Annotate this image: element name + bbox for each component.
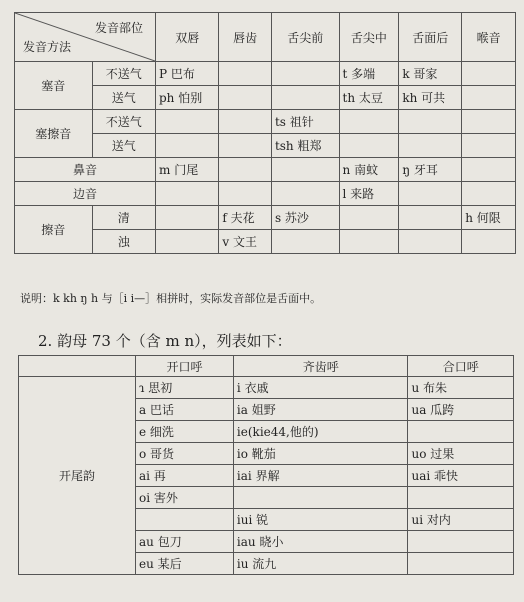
table-cell (339, 134, 399, 158)
table-row (15, 110, 516, 134)
table-row (19, 377, 514, 399)
col-header: 唇齿 (219, 13, 272, 62)
table-cell (271, 62, 339, 86)
table-cell: v 文王 (219, 230, 272, 254)
col-header: 舌面后 (399, 13, 462, 62)
table-cell (399, 206, 462, 230)
section-title: 2. 韵母 73 个（含 m n），列表如下： (38, 332, 292, 350)
table-cell (271, 230, 339, 254)
table-cell: ai 再 (136, 465, 234, 487)
table-cell (271, 182, 339, 206)
table-cell: ie(kie44,他的) (233, 421, 408, 443)
table-cell: l 来路 (339, 182, 399, 206)
table-cell (136, 509, 234, 531)
group-label: 开尾韵 (19, 377, 136, 575)
table-cell (219, 134, 272, 158)
table-cell (271, 86, 339, 110)
corner-top-label: 发音部位 (94, 21, 143, 35)
table-cell (399, 134, 462, 158)
table-cell: ŋ 牙耳 (399, 158, 462, 182)
table-cell: ɿ 思初 (136, 377, 234, 399)
table-cell (462, 230, 516, 254)
table-cell: u 布朱 (408, 377, 514, 399)
table-cell (219, 110, 272, 134)
table-note: 说明：k kh ŋ h 与［i i—］相拼时，实际发音部位是舌面中。 (20, 292, 322, 305)
sub-label: 不送气 (92, 62, 155, 86)
group-label: 擦音 (15, 206, 93, 254)
table-cell: eu 某后 (136, 553, 234, 575)
group-label: 边音 (15, 182, 156, 206)
final-header-row (19, 356, 514, 377)
table-row (15, 158, 516, 182)
table-cell: i 衣戚 (233, 377, 408, 399)
table-cell: tsh 粗郑 (271, 134, 339, 158)
consonant-header-row (15, 13, 516, 62)
group-label: 塞擦音 (15, 110, 93, 158)
table-cell (339, 206, 399, 230)
sub-label: 送气 (92, 86, 155, 110)
table-cell (408, 421, 514, 443)
table-cell: e 细洗 (136, 421, 234, 443)
table-cell (399, 230, 462, 254)
table-cell (156, 206, 219, 230)
table-cell (462, 110, 516, 134)
table-cell: n 南蚊 (339, 158, 399, 182)
table-cell: oi 害外 (136, 487, 234, 509)
table-row (15, 206, 516, 230)
table-cell (219, 86, 272, 110)
corner-cell (15, 13, 156, 62)
table-cell: m 门尾 (156, 158, 219, 182)
table-cell (339, 110, 399, 134)
consonant-table (14, 12, 516, 254)
corner-bottom-label: 发音方法 (23, 40, 72, 54)
col-header: 喉音 (462, 13, 516, 62)
table-cell (462, 134, 516, 158)
table-cell: f 夫花 (219, 206, 272, 230)
table-cell: au 包刀 (136, 531, 234, 553)
table-cell: k 哥家 (399, 62, 462, 86)
table-cell: ua 瓜跨 (408, 399, 514, 421)
final-table (18, 355, 514, 575)
table-cell: t 多端 (339, 62, 399, 86)
table-cell: h 何限 (462, 206, 516, 230)
table-cell (408, 487, 514, 509)
table-cell: iu 流九 (233, 553, 408, 575)
group-label: 鼻音 (15, 158, 156, 182)
table-cell: uo 过果 (408, 443, 514, 465)
table-cell (233, 487, 408, 509)
table-cell: kh 可共 (399, 86, 462, 110)
group-label: 塞音 (15, 62, 93, 110)
table-cell (156, 182, 219, 206)
table-cell: uai 乖快 (408, 465, 514, 487)
table-cell (408, 531, 514, 553)
col-header: 双唇 (156, 13, 219, 62)
table-cell: ia 姐野 (233, 399, 408, 421)
table-cell (462, 86, 516, 110)
table-cell (462, 62, 516, 86)
table-cell: th 太豆 (339, 86, 399, 110)
table-cell (219, 182, 272, 206)
table-cell (408, 553, 514, 575)
corner-empty-cell (19, 356, 136, 377)
table-cell (399, 182, 462, 206)
table-cell (339, 230, 399, 254)
table-cell (271, 158, 339, 182)
table-cell (156, 134, 219, 158)
table-cell (156, 230, 219, 254)
table-cell: P 巴布 (156, 62, 219, 86)
sub-label: 浊 (92, 230, 155, 254)
table-cell: iui 锐 (233, 509, 408, 531)
sub-label: 不送气 (92, 110, 155, 134)
table-cell (219, 158, 272, 182)
table-cell (462, 158, 516, 182)
table-cell (399, 110, 462, 134)
col-header: 合口呼 (408, 356, 514, 377)
table-row (15, 182, 516, 206)
col-header: 齐齿呼 (233, 356, 408, 377)
table-cell: o 哥货 (136, 443, 234, 465)
table-row (15, 62, 516, 86)
col-header: 开口呼 (136, 356, 234, 377)
table-cell: ts 祖针 (271, 110, 339, 134)
table-cell: iai 界解 (233, 465, 408, 487)
table-cell: ph 怕别 (156, 86, 219, 110)
col-header: 舌尖前 (271, 13, 339, 62)
sub-label: 送气 (92, 134, 155, 158)
table-cell: s 苏沙 (271, 206, 339, 230)
col-header: 舌尖中 (339, 13, 399, 62)
sub-label: 清 (92, 206, 155, 230)
table-cell: io 靴茄 (233, 443, 408, 465)
table-cell: a 巴话 (136, 399, 234, 421)
table-cell (462, 182, 516, 206)
table-cell: iau 晓小 (233, 531, 408, 553)
table-cell (156, 110, 219, 134)
table-cell: ui 对内 (408, 509, 514, 531)
table-cell (219, 62, 272, 86)
